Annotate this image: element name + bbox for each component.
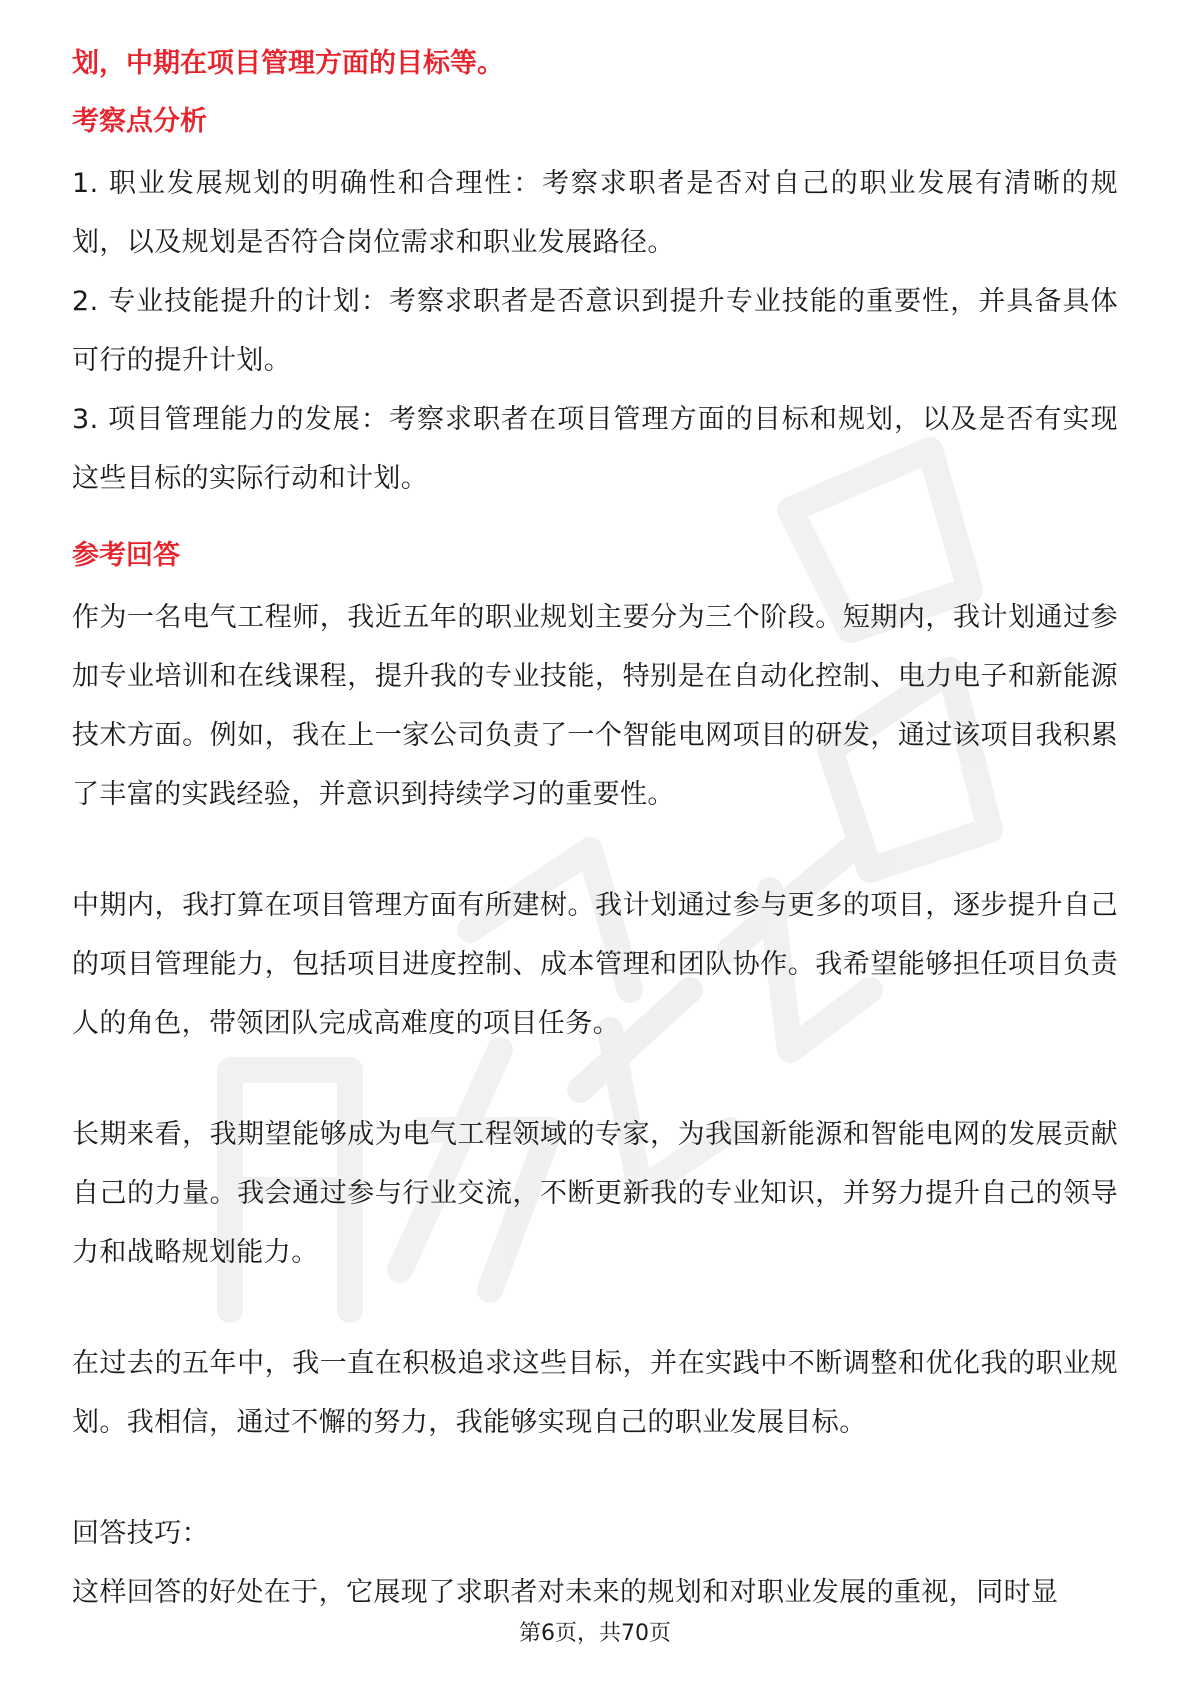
analysis-item-3: 3. 项目管理能力的发展：考察求职者在项目管理方面的目标和规划，以及是否有实现这些目标的实际行动和计划。 [72, 404, 1118, 494]
analysis-item-2: 2. 专业技能提升的计划：考察求职者是否意识到提升专业技能的重要性，并具备具体可行的提升计划。 [72, 286, 1118, 376]
answer-paragraph-3: 长期来看，我期望能够成为电气工程领域的专家，为我国新能源和智能电网的发展贡献自己的力量。我会通过参与行业交流，不断更新我的专业知识，并努力提升自己的领导力和战略规划能力。 [72, 1119, 1118, 1268]
intro-line: 划，中期在项目管理方面的目标等。 [72, 48, 504, 79]
answer-heading: 参考回答 [72, 540, 180, 571]
answer-paragraph-2: 中期内，我打算在项目管理方面有所建树。我计划通过参与更多的项目，逐步提升自己的项目管理能力，包括项目进度控制、成本管理和团队协作。我希望能够担任项目负责人的角色，带领团队完成高难度的项目任务。 [72, 890, 1118, 1039]
analysis-item-1: 1. 职业发展规划的明确性和合理性：考察求职者是否对自己的职业发展有清晰的规划，以及规划是否符合岗位需求和职业发展路径。 [72, 168, 1118, 258]
answer-paragraph-4: 在过去的五年中，我一直在积极追求这些目标，并在实践中不断调整和优化我的职业规划。我相信，通过不懈的努力，我能够实现自己的职业发展目标。 [72, 1348, 1118, 1438]
tips-text: 这样回答的好处在于，它展现了求职者对未来的规划和对职业发展的重视，同时显 [72, 1577, 1059, 1608]
tips-heading: 回答技巧： [72, 1518, 209, 1549]
document-content [72, 44, 1118, 1622]
analysis-heading: 考察点分析 [72, 106, 207, 137]
page-number: 第6页，共70页 [519, 1621, 671, 1646]
answer-paragraph-1: 作为一名电气工程师，我近五年的职业规划主要分为三个阶段。短期内，我计划通过参加专业培训和在线课程，提升我的专业技能，特别是在自动化控制、电力电子和新能源技术方面。例如，我在上一家公司负责了一个智能电网项目的研发，通过该项目我积累了丰富的实践经验，并意识到持续学习的重要性。 [72, 602, 1118, 810]
